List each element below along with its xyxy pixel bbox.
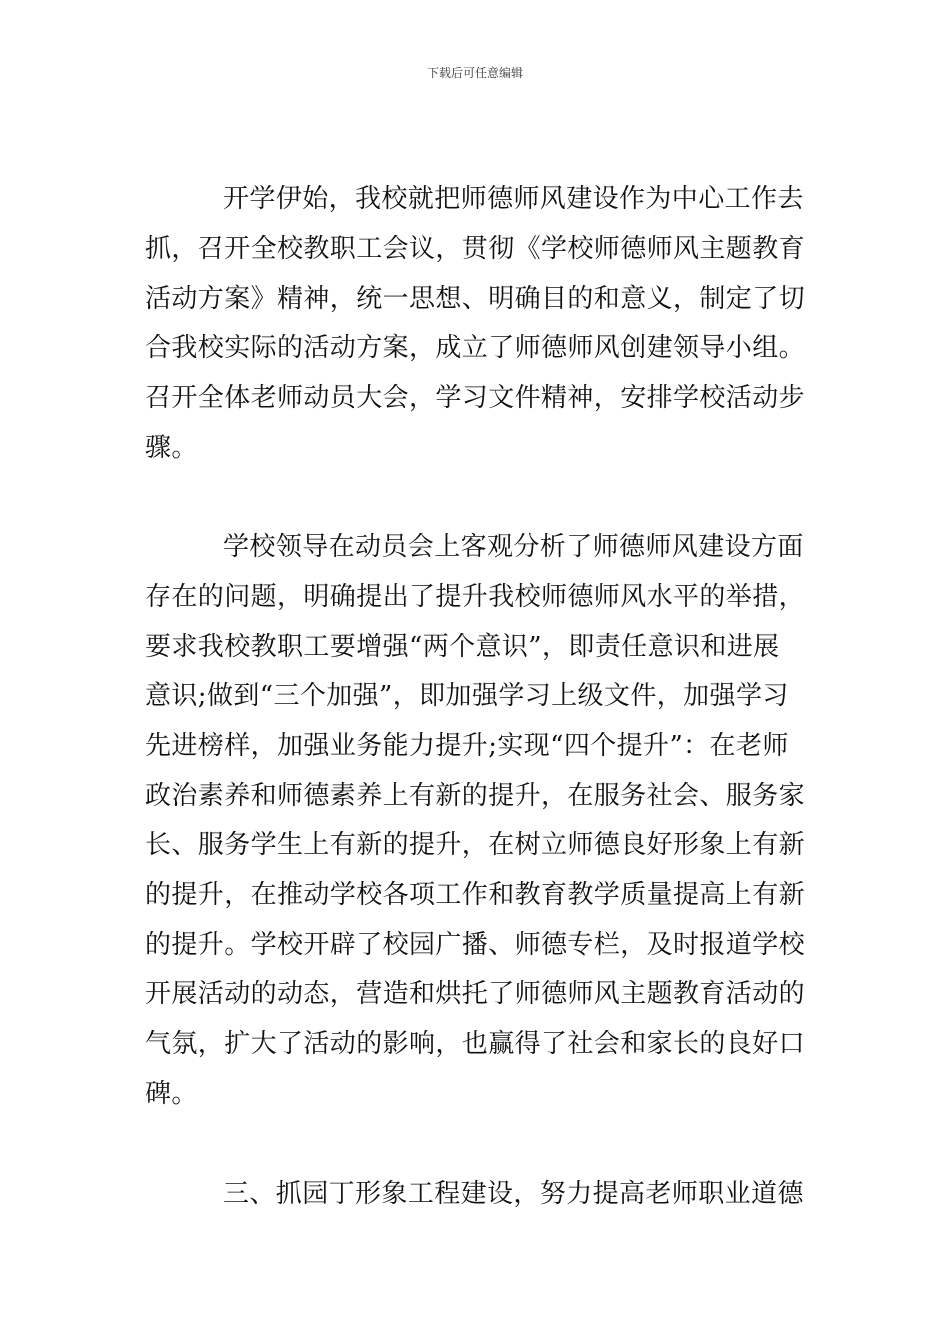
paragraph-1-line-6: 骤。 [145, 433, 198, 463]
paragraph-2-line-4: 意识;做到“三个加强”，即加强学习上级文件，加强学习 [145, 681, 789, 711]
paragraph-2-line-5: 先进榜样，加强业务能力提升;实现“四个提升”：在老师 [145, 731, 789, 761]
paragraph-2-line-6: 政治素养和师德素养上有新的提升，在服务社会、服务家 [145, 781, 806, 811]
paragraph-1-line-2: 抓，召开全校教职工会议，贯彻《学校师德师风主题教育 [145, 234, 806, 264]
section-heading: 三、抓园丁形象工程建设，努力提高老师职业道德 [223, 1179, 804, 1209]
paragraph-1-line-1: 开学伊始，我校就把师德师风建设作为中心工作去 [223, 184, 804, 214]
paragraph-2-line-3: 要求我校教职工要增强“两个意识”，即责任意识和进展 [145, 632, 780, 662]
paragraph-2-line-8: 的提升，在推动学校各项工作和教育教学质量提高上有新 [145, 880, 806, 910]
paragraph-1-line-3: 活动方案》精神，统一思想、明确目的和意义，制定了切 [145, 284, 806, 314]
paragraph-2-line-7: 长、服务学生上有新的提升，在树立师德良好形象上有新 [145, 830, 806, 860]
header-note: 下载后可任意编辑 [426, 66, 523, 80]
paragraph-2-line-10: 开展活动的动态，营造和烘托了师德师风主题教育活动的 [145, 979, 806, 1009]
paragraph-2-line-2: 存在的问题，明确提出了提升我校师德师风水平的举措， [145, 582, 806, 612]
paragraph-2-line-9: 的提升。学校开辟了校园广播、师德专栏，及时报道学校 [145, 930, 806, 960]
paragraph-2-line-12: 碑。 [145, 1079, 198, 1109]
paragraph-2-line-1: 学校领导在动员会上客观分析了师德师风建设方面 [223, 532, 804, 562]
paragraph-1-line-5: 召开全体老师动员大会，学习文件精神，安排学校活动步 [145, 383, 806, 413]
paragraph-2-line-11: 气氛，扩大了活动的影响，也赢得了社会和家长的良好口 [145, 1029, 806, 1059]
paragraph-1-line-4: 合我校实际的活动方案，成立了师德师风创建领导小组。 [145, 333, 806, 363]
